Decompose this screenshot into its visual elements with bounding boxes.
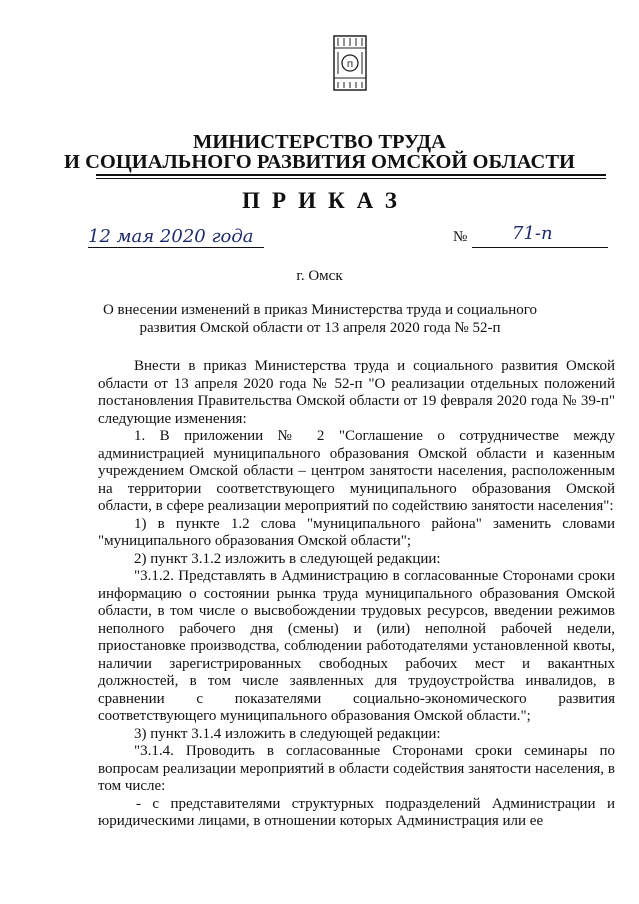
paragraph: Внести в приказ Министерства труда и социального развития Омской области от 13 апреля 2020 года № 52-п "О реализации отдельных положений постановления Правительства Омской области от 19 февраля 2020 года № 39-п" следующие изменения: xyxy=(98,358,615,427)
paragraph: - с представителями структурных подразделений Администрации и юридическими лицами, в отношении которых Администрация или ее xyxy=(98,795,615,829)
paragraph: 2) пункт 3.1.2 изложить в следующей редакции: xyxy=(134,550,441,567)
paragraph: "3.1.2. Представлять в Администрацию в согласованные Сторонами сроки информацию о состоянии рынка труда муниципального образования Омской области, в том числе о высвобождении трудовых ресурсов, введении режимов неполного рабочего дня (смены) и (или) неполной рабочей недели, приостановке производства, соблюдении работодателями установленной квоты, наличии зарегистрированных свободных рабочих мест и вакантных должностей, в том числе заявленных для трудоустройства инвалидов, в сравнении с показателями социально-экономического развития соответствующего муниципального образования Омской области."; xyxy=(98,568,615,724)
document-type-heading: ПРИКАЗ xyxy=(242,188,409,213)
paragraph: "3.1.4. Проводить в согласованные Сторонами сроки семинары по вопросам реализации мероприятий в области содействия занятости населения, в том числе: xyxy=(98,743,615,794)
number-label: № xyxy=(453,229,468,245)
coat-of-arms-emblem xyxy=(332,34,368,92)
header-divider-thin xyxy=(96,178,606,179)
paragraph: 1. В приложении № 2 "Соглашение о сотрудничестве между администрацией муниципального образования Омской области и казенным учреждением Омской области – центром занятости населения, расположенным на территории соответствующего муниципального образования Омской области, в сфере реализации мероприятий по содействию занятости населения": xyxy=(98,428,615,514)
city-line: г. Омск xyxy=(296,268,343,284)
paragraph: 3) пункт 3.1.4 изложить в следующей редакции: xyxy=(134,725,441,742)
ministry-title-line1: МИНИСТЕРСТВО ТРУДА xyxy=(193,131,446,153)
header-divider xyxy=(96,174,606,176)
ministry-title-line2: И СОЦИАЛЬНОГО РАЗВИТИЯ ОМСКОЙ ОБЛАСТИ xyxy=(64,151,575,173)
date-underline xyxy=(88,247,264,248)
document-body xyxy=(98,358,615,831)
number-underline xyxy=(472,247,608,248)
handwritten-number: 71-п xyxy=(512,223,553,244)
svg-text:п: п xyxy=(346,59,354,70)
order-subject: О внесении изменений в приказ Министерства труда и социального развития Омской области от 13 апреля 2020 года № 52-п xyxy=(102,302,538,336)
paragraph: 1) в пункте 1.2 слова "муниципального района" заменить словами "муниципального образования Омской области"; xyxy=(98,515,615,549)
handwritten-date: 12 мая 2020 года xyxy=(88,226,254,247)
